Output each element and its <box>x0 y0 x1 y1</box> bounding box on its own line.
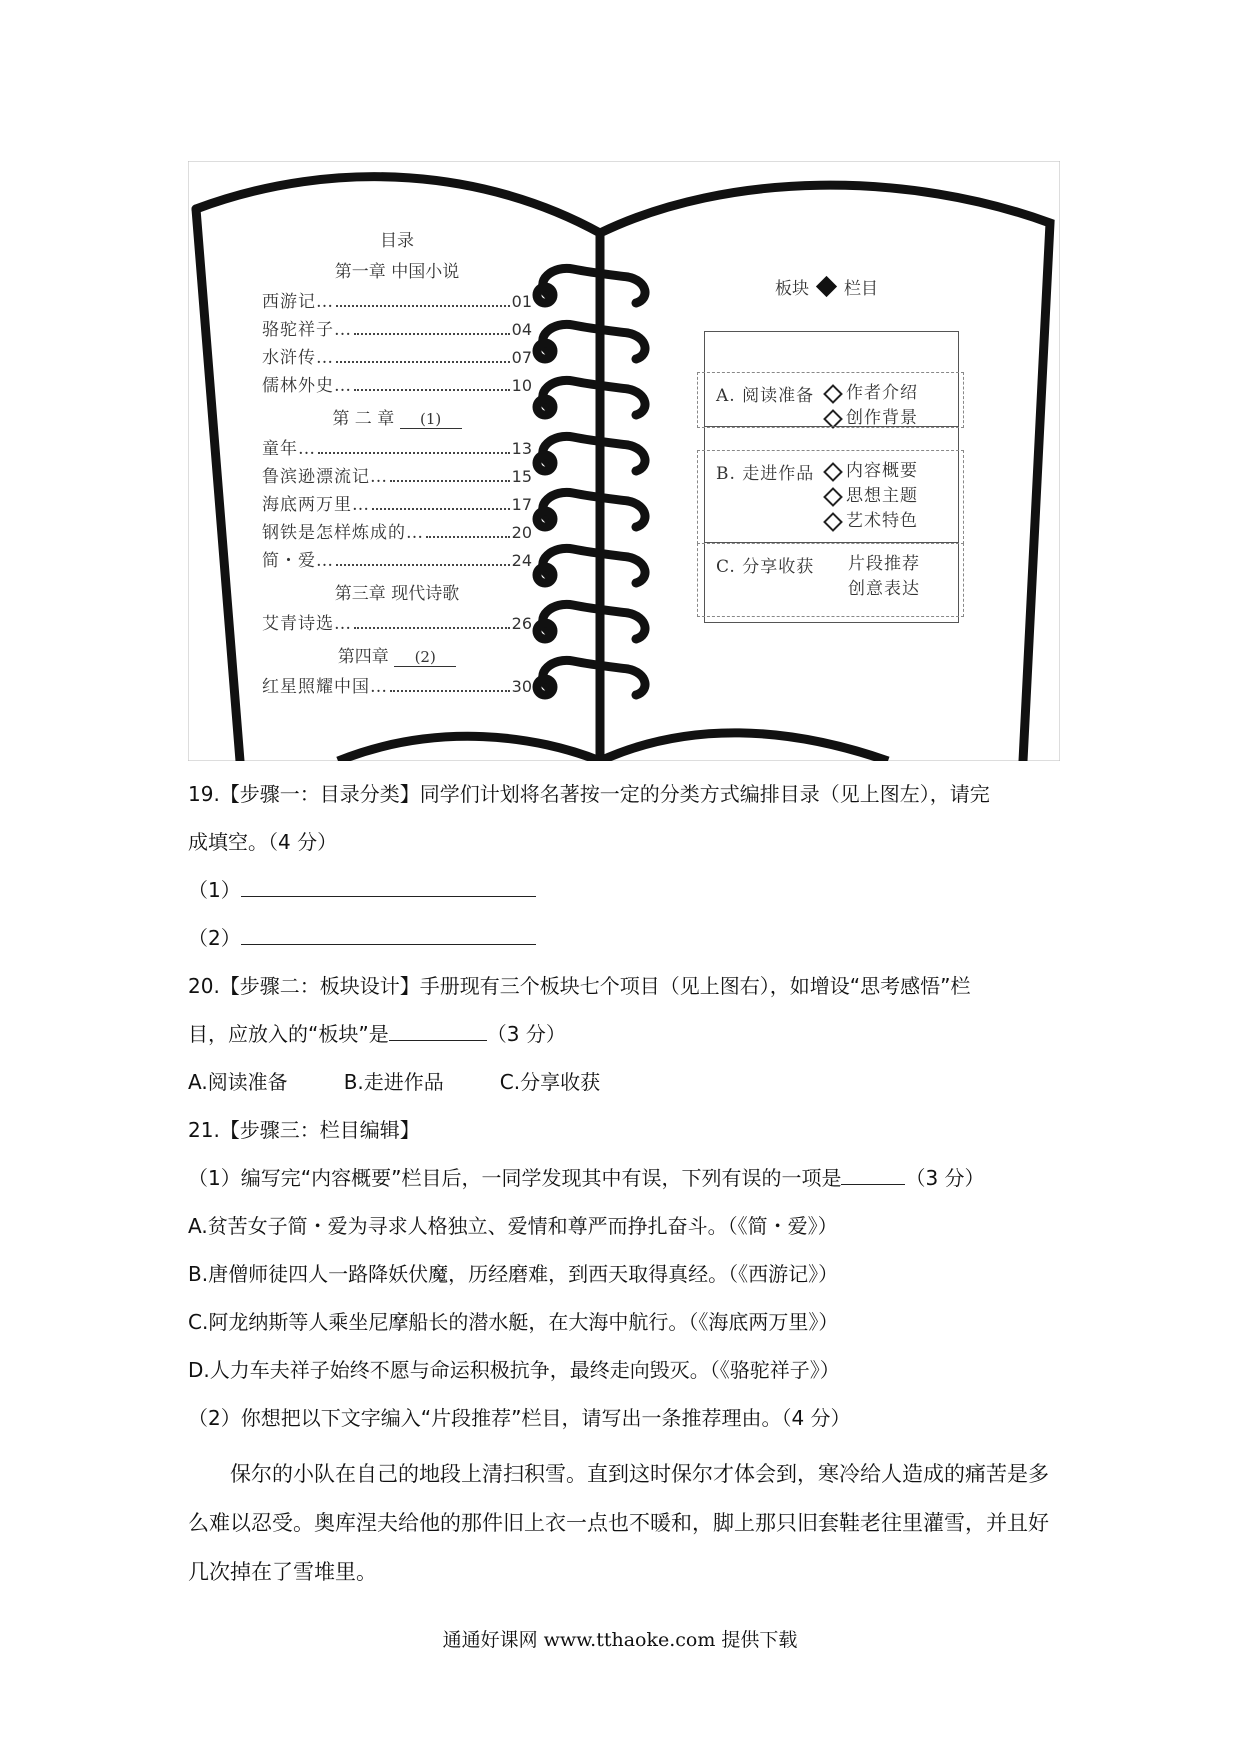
option-c: C.分享收获 <box>499 1070 601 1094</box>
toc-chapter-4-label: 第四章 <box>337 647 389 667</box>
q20-line-1: 20.【步骤二：板块设计】手册现有三个板块七个项目（见上图右），如增设“思考感悟”栏 <box>188 974 971 998</box>
table-of-contents <box>262 226 532 700</box>
board-header <box>775 274 878 299</box>
section-label: C. 分享收获 <box>716 557 815 577</box>
board-item <box>826 484 918 509</box>
q19-line-2: 成填空。（4 分） <box>188 830 338 854</box>
board-header-left: 板块 <box>775 279 809 299</box>
toc-entry-title: 童年… <box>262 439 316 459</box>
board-header-right: 栏目 <box>844 279 878 299</box>
toc-entry-page: 15 <box>511 467 532 486</box>
toc-chapter-1: 第一章 中国小说 <box>334 262 460 282</box>
option-b: B.走进作品 <box>343 1070 444 1094</box>
toc-entry-page: 24 <box>511 551 532 570</box>
toc-chapter-2-list <box>262 434 532 574</box>
divider <box>705 426 958 427</box>
spiral-ring <box>543 660 645 695</box>
q21-part-2: （2）你想把以下文字编入“片段推荐”栏目，请写出一条推荐理由。（4 分） <box>188 1406 851 1430</box>
board-section-a <box>697 372 964 428</box>
blank-label: （1） <box>188 878 241 902</box>
toc-entry-page: 10 <box>511 376 532 395</box>
spiral-ring <box>543 324 645 359</box>
hollow-diamond-icon <box>823 384 843 404</box>
dot-leader <box>354 333 510 335</box>
toc-entry-page: 04 <box>511 320 532 339</box>
item-label: 思想主题 <box>846 486 918 506</box>
board-item: 片段推荐 <box>848 554 920 574</box>
toc-chapter-4 <box>262 642 532 667</box>
spiral-ring <box>543 436 645 471</box>
dot-leader <box>336 305 510 307</box>
toc-entry-title: 艾青诗选… <box>262 614 352 634</box>
section-items <box>848 552 920 602</box>
option-a: A.阅读准备 <box>188 1070 288 1094</box>
toc-entry <box>262 518 532 546</box>
toc-entry-title: 钢铁是怎样炼成的… <box>262 523 424 543</box>
toc-entry <box>262 315 532 343</box>
toc-chapter-3: 第三章 现代诗歌 <box>334 584 460 604</box>
dot-leader <box>390 480 510 482</box>
board-item <box>826 509 918 534</box>
toc-entry <box>262 434 532 462</box>
section-label: B. 走进作品 <box>716 464 815 484</box>
toc-chapter-2-blank: (1) <box>400 410 462 429</box>
q19-blank-1 <box>188 866 1058 914</box>
dot-leader <box>336 361 510 363</box>
board-section-c <box>697 543 964 617</box>
filled-diamond-icon <box>816 276 837 297</box>
q21-1-text: （1）编写完“内容概要”栏目后，一同学发现其中有误，下列有误的一项是 <box>188 1166 842 1190</box>
toc-entry-page: 20 <box>511 523 532 542</box>
toc-entry-page: 30 <box>511 677 532 696</box>
q20-text: 目，应放入的“板块”是 <box>188 1022 389 1046</box>
q21-option-b: B.唐僧师徒四人一路降妖伏魔，历经磨难，到西天取得真经。（《西游记》） <box>188 1262 839 1286</box>
dot-leader <box>426 536 510 538</box>
hollow-diamond-icon <box>823 462 843 482</box>
item-label: 创作背景 <box>846 408 918 428</box>
question-20 <box>188 962 1058 1106</box>
q20-line-2 <box>188 1010 1058 1058</box>
question-19 <box>188 770 1058 962</box>
hollow-diamond-icon <box>823 512 843 532</box>
toc-entry <box>262 462 532 490</box>
toc-entry-page: 17 <box>511 495 532 514</box>
toc-entry <box>262 490 532 518</box>
dot-leader <box>354 627 510 629</box>
toc-chapter-4-list <box>262 672 532 700</box>
toc-entry-title: 海底两万里… <box>262 495 370 515</box>
dot-leader <box>390 690 510 692</box>
toc-entry <box>262 343 532 371</box>
answer-line[interactable] <box>841 1162 905 1185</box>
toc-entry-page: 07 <box>511 348 532 367</box>
answer-line[interactable] <box>241 922 536 945</box>
q20-score: （3 分） <box>486 1022 566 1046</box>
toc-chapter-1-list <box>262 287 532 399</box>
answer-line[interactable] <box>241 874 536 897</box>
footer: 通通好课网 www.tthaoke.com 提供下载 <box>442 1629 798 1651</box>
q19-line-1: 19.【步骤一：目录分类】同学们计划将名著按一定的分类方式编排目录（见上图左），请完 <box>188 782 990 806</box>
spiral-ring <box>543 492 645 527</box>
q21-title: 21.【步骤三：栏目编辑】 <box>188 1118 420 1142</box>
toc-entry-page: 01 <box>511 292 532 311</box>
toc-entry-page: 26 <box>511 614 532 633</box>
item-label: 作者介绍 <box>846 383 918 403</box>
q21-option-a: A.贫苦女子简・爱为寻求人格独立、爱情和尊严而挣扎奋斗。（《简・爱》） <box>188 1214 838 1238</box>
toc-entry-title: 红星照耀中国… <box>262 677 388 697</box>
board-section-b <box>697 450 964 544</box>
item-label: 内容概要 <box>846 461 918 481</box>
toc-entry-title: 儒林外史… <box>262 376 352 396</box>
board-item <box>826 406 918 431</box>
spiral-ring <box>543 604 645 639</box>
toc-entry-title: 简・爱… <box>262 551 334 571</box>
toc-chapter-2 <box>262 404 532 429</box>
spiral-ring <box>543 548 645 583</box>
toc-entry <box>262 546 532 574</box>
dot-leader <box>372 508 510 510</box>
section-items <box>826 381 918 431</box>
answer-line[interactable] <box>389 1018 487 1041</box>
q19-blank-2 <box>188 914 1058 962</box>
q20-options <box>188 1058 1058 1106</box>
toc-entry-title: 鲁滨逊漂流记… <box>262 467 388 487</box>
spiral-ring <box>543 268 645 303</box>
board-item <box>826 459 918 484</box>
toc-chapter-3-list <box>262 609 532 637</box>
toc-entry <box>262 287 532 315</box>
toc-entry <box>262 371 532 399</box>
board-item: 创意表达 <box>848 579 920 599</box>
dot-leader <box>354 389 510 391</box>
q21-option-d: D.人力车夫祥子始终不愿与命运积极抗争，最终走向毁灭。（《骆驼祥子》） <box>188 1358 840 1382</box>
toc-chapter-4-blank: (2) <box>394 648 456 667</box>
dot-leader <box>336 564 510 566</box>
toc-entry-title: 骆驼祥子… <box>262 320 352 340</box>
passage: 保尔的小队在自己的地段上清扫积雪。直到这时保尔才体会到，寒冷给人造成的痛苦是多么难以忍受。奥库涅夫给他的那件旧上衣一点也不暖和，脚上那只旧套鞋老往里灌雪，并且好几次掉在了雪堆里。 <box>188 1462 1049 1584</box>
board-table <box>704 331 959 623</box>
dot-leader <box>318 452 510 454</box>
toc-title: 目录 <box>380 231 414 251</box>
item-label: 艺术特色 <box>846 511 918 531</box>
spiral-ring <box>543 380 645 415</box>
question-21 <box>188 1106 1058 1442</box>
section-items <box>826 459 918 534</box>
section-label: A. 阅读准备 <box>716 386 815 406</box>
q21-part-1 <box>188 1154 1058 1202</box>
toc-entry <box>262 672 532 700</box>
board-item <box>826 381 918 406</box>
toc-entry <box>262 609 532 637</box>
toc-entry-page: 13 <box>511 439 532 458</box>
toc-entry-title: 西游记… <box>262 292 334 312</box>
q21-option-c: C.阿龙纳斯等人乘坐尼摩船长的潜水艇，在大海中航行。（《海底两万里》） <box>188 1310 839 1334</box>
hollow-diamond-icon <box>823 487 843 507</box>
q21-1-score: （3 分） <box>905 1166 985 1190</box>
blank-label: （2） <box>188 926 241 950</box>
toc-chapter-2-label: 第 二 章 <box>332 409 395 429</box>
toc-entry-title: 水浒传… <box>262 348 334 368</box>
